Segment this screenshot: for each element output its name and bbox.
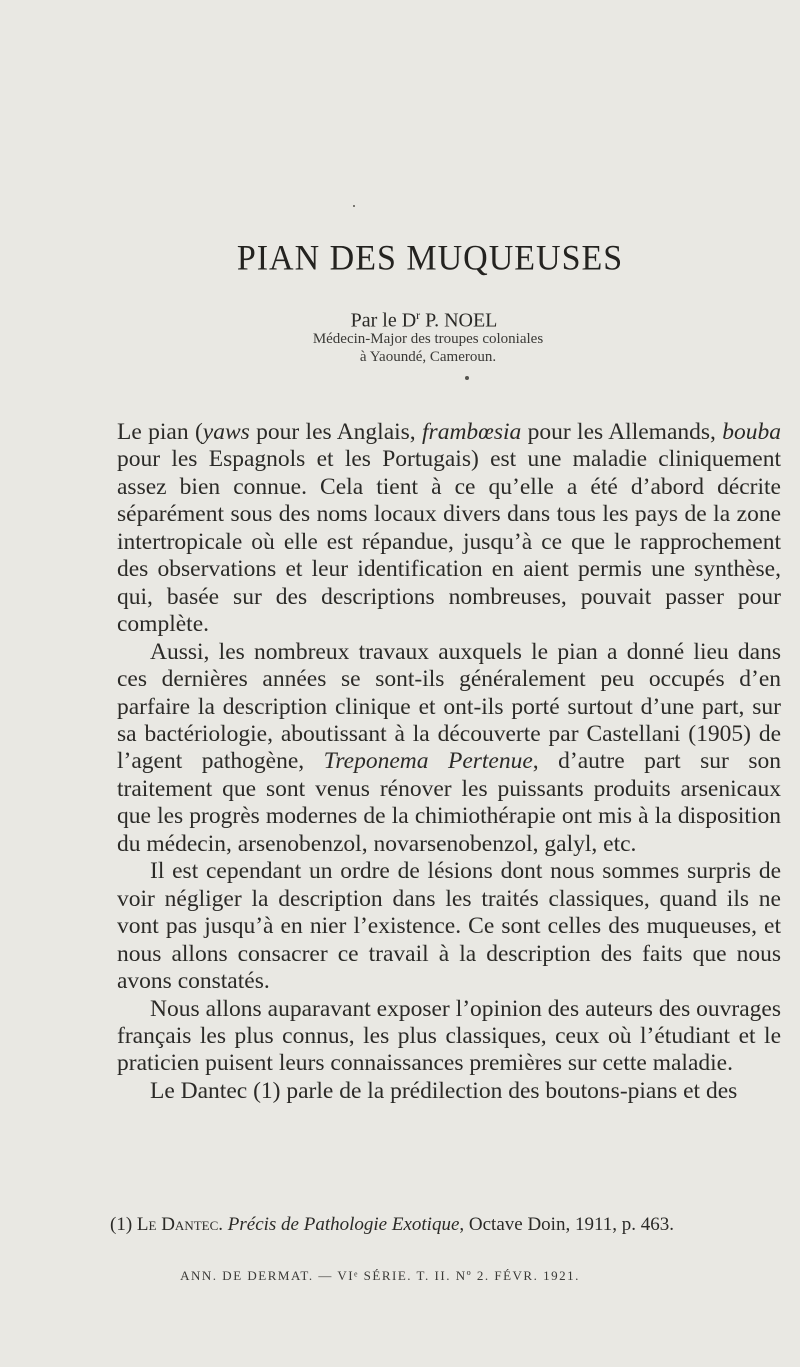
term-treponema: Treponema Pertenue: [323, 748, 533, 775]
text-run: Le pian (: [117, 419, 203, 445]
ink-speck: [465, 376, 469, 380]
text-run: pour les Anglais,: [249, 419, 423, 445]
term-framboesia: frambœsia: [422, 419, 522, 445]
running-footer: ANN. DE DERMAT. — VIᵉ SÉRIE. T. II. Nº 2. FÉVR. 1921.: [180, 1268, 580, 1283]
paragraph-5: Le Dantec (1) parle de la prédilection des boutons-pians et des: [150, 1077, 738, 1104]
footnote-marker: (1): [110, 1214, 137, 1235]
article-body: [117, 419, 781, 1105]
term-bouba: bouba: [722, 419, 781, 445]
paragraph-1: [117, 419, 781, 639]
footnote-publisher: , Octave Doin, 1911, p. 463.: [459, 1214, 675, 1235]
text-run: Aussi, les nombreux travaux auxquels le pian a donné lieu dans ces dernières années se sont-ils généralement peu occupés d’en parfaire la description clinique et ont-ils porté surtout d’une part, sur sa bactériologie, aboutissant à la découverte par Castellani (1905) de l’agent pathogène,: [117, 638, 781, 775]
text-run: pour les Allemands,: [521, 419, 723, 445]
footnote-work: Précis de Pathologie Exotique: [227, 1214, 460, 1235]
author-affiliation-line2: à Yaoundé, Cameroun.: [359, 349, 497, 365]
term-yaws: yaws: [202, 419, 250, 445]
text-run: , d’autre part sur son traitement que sont venus rénover les puissants produits arsenicaux que les progrès modernes de la chimiothérapie ont mis à la disposition du médecin, arsenobenzol, novarsenobenzol, galyl, etc.: [117, 748, 781, 857]
text-run: pour les Espagnols et les Portugais) est une maladie cliniquement assez bien connue. Cela tient à ce qu’elle a été d’abord décrite séparément sous des noms locaux divers dans tous les pays de la zone intertropicale où elle est répandue, jusqu’à ce que le rapprochement des observations et leur identification en aient permis une synthèse, qui, basée sur des descriptions nombreuses, pouvait passer pour complète.: [117, 446, 781, 638]
byline-prefix: Par le D: [350, 309, 417, 332]
paragraph-4: Nous allons auparavant exposer l’opinion des auteurs des ouvrages français les plus connus, les plus classiques, ceux où l’étudiant et le praticien puisent leurs connaissances premières sur cette maladie.: [117, 995, 781, 1077]
footnote-author: Le Dantec.: [136, 1214, 224, 1235]
article-title: PIAN DES MUQUEUSES: [236, 239, 624, 278]
author-byline: [0, 308, 800, 333]
footnote: [110, 1214, 780, 1236]
author-affiliation-line1: Médecin-Major des troupes coloniales: [312, 331, 544, 347]
ink-speck: [353, 205, 355, 207]
paragraph-3: Il est cependant un ordre de lésions dont nous sommes surpris de voir négliger la description dans les traités classiques, quand ils ne vont pas jusqu’à en nier l’existence. Ce sont celles des muqueuses, et nous allons consacrer ce travail à la description des faits que nous avons constatés.: [117, 858, 781, 995]
paragraph-2: [117, 639, 781, 859]
author-name: P. NOEL: [420, 309, 498, 332]
byline-superscript: r: [416, 308, 421, 322]
